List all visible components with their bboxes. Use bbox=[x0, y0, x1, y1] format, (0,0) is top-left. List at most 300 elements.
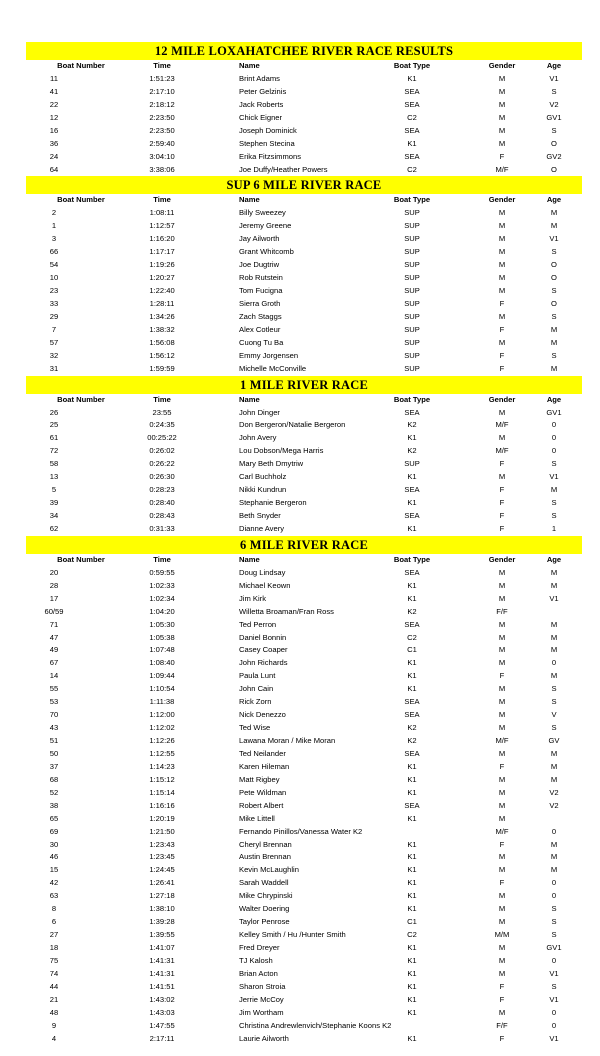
cell-age: 0 bbox=[551, 433, 557, 443]
cell-boat-type: K1 bbox=[407, 891, 417, 901]
cell-time: 1:19:26 bbox=[149, 260, 175, 270]
result-row bbox=[26, 207, 582, 220]
cell-boat-type: SEA bbox=[404, 511, 420, 520]
cell-boat-type: SUP bbox=[404, 247, 420, 257]
column-header-boat-number: Boat Number bbox=[57, 195, 105, 205]
cell-age: GV1 bbox=[546, 112, 562, 122]
column-header-age: Age bbox=[546, 394, 562, 404]
result-row bbox=[26, 298, 582, 311]
result-row bbox=[26, 657, 582, 670]
cell-name: Fernando Pinillos/Vanessa Water K2 bbox=[239, 826, 363, 836]
column-header-row bbox=[26, 60, 582, 73]
cell-name: Matt Rigbey bbox=[239, 774, 280, 784]
cell-boat-type: K1 bbox=[407, 774, 417, 784]
result-row bbox=[26, 580, 582, 593]
cell-boat-type: C2 bbox=[407, 632, 417, 642]
cell-age: S bbox=[551, 697, 557, 707]
cell-time: 1:59:59 bbox=[149, 363, 175, 373]
cell-gender: M bbox=[498, 968, 506, 978]
cell-boat-number: 25 bbox=[49, 420, 59, 430]
cell-name: Willetta Broaman/Fran Ross bbox=[239, 606, 334, 616]
result-row bbox=[26, 497, 582, 510]
cell-age: O bbox=[551, 164, 557, 174]
cell-gender: F bbox=[499, 459, 505, 469]
cell-boat-type: SUP bbox=[404, 286, 420, 295]
cell-time: 3:04:10 bbox=[149, 151, 175, 161]
cell-boat-number: 29 bbox=[49, 311, 59, 321]
result-row bbox=[26, 606, 582, 619]
cell-name: Sarah Waddell bbox=[239, 878, 289, 888]
cell-age: M bbox=[550, 221, 558, 231]
cell-name: Billy Sweezey bbox=[239, 208, 286, 218]
cell-boat-number: 18 bbox=[49, 943, 59, 952]
cell-name: Lawana Moran / Mike Moran bbox=[239, 736, 336, 745]
cell-gender: M bbox=[498, 112, 506, 122]
result-row bbox=[26, 839, 582, 852]
cell-boat-type: SEA bbox=[404, 151, 420, 161]
cell-name: Taylor Penrose bbox=[239, 917, 290, 927]
cell-boat-number: 38 bbox=[49, 800, 59, 810]
cell-age: M bbox=[550, 337, 558, 347]
cell-gender: M/F bbox=[495, 736, 509, 745]
cell-time: 0:26:22 bbox=[149, 459, 175, 469]
cell-boat-type: K1 bbox=[407, 1007, 417, 1017]
cell-boat-number: 61 bbox=[49, 433, 59, 443]
cell-gender: M bbox=[498, 800, 506, 810]
cell-boat-number: 34 bbox=[49, 511, 59, 520]
cell-time: 2:23:50 bbox=[149, 125, 175, 135]
column-header-gender: Gender bbox=[488, 554, 516, 564]
cell-boat-type: K1 bbox=[407, 981, 417, 991]
cell-boat-type: SUP bbox=[404, 324, 420, 334]
cell-age: V1 bbox=[549, 73, 559, 83]
cell-name: John Dinger bbox=[239, 407, 280, 417]
cell-boat-type: SUP bbox=[404, 298, 420, 308]
cell-time: 1:16:16 bbox=[149, 800, 175, 810]
result-row bbox=[26, 774, 582, 787]
cell-boat-number: 32 bbox=[49, 350, 59, 360]
cell-time: 2:18:12 bbox=[149, 99, 175, 109]
cell-age: S bbox=[551, 286, 557, 295]
cell-name: Stephen Stecina bbox=[239, 138, 295, 148]
result-row bbox=[26, 748, 582, 761]
result-row bbox=[26, 233, 582, 246]
race-section bbox=[26, 176, 582, 375]
cell-boat-type: K1 bbox=[407, 684, 417, 694]
cell-age: GV bbox=[548, 736, 560, 745]
cell-time: 0:28:40 bbox=[149, 498, 175, 508]
cell-name: Joe Dugtriw bbox=[239, 260, 280, 270]
cell-gender: M bbox=[498, 433, 506, 443]
cell-time: 1:08:40 bbox=[149, 658, 175, 668]
cell-boat-number: 55 bbox=[49, 684, 59, 694]
cell-gender: M bbox=[498, 891, 506, 901]
column-header-name: Name bbox=[239, 61, 260, 70]
cell-boat-number: 7 bbox=[51, 324, 57, 334]
cell-age: M bbox=[550, 567, 558, 577]
section-title: 6 MILE RIVER RACE bbox=[26, 536, 582, 554]
cell-age: S bbox=[551, 498, 557, 508]
cell-time: 1:39:28 bbox=[149, 917, 175, 927]
cell-age: S bbox=[551, 917, 557, 927]
cell-boat-type: K1 bbox=[407, 138, 417, 148]
cell-time: 1:02:34 bbox=[149, 593, 175, 603]
cell-boat-type: SUP bbox=[404, 337, 420, 347]
cell-time: 1:43:03 bbox=[149, 1007, 175, 1017]
column-header-row bbox=[26, 554, 582, 567]
cell-boat-number: 70 bbox=[49, 710, 59, 720]
cell-time: 0:26:30 bbox=[149, 472, 175, 482]
cell-age: M bbox=[550, 748, 558, 758]
cell-name: Michael Keown bbox=[239, 580, 291, 590]
cell-gender: F bbox=[499, 498, 505, 508]
cell-name: Jerrie McCoy bbox=[239, 994, 284, 1004]
cell-name: John Cain bbox=[239, 684, 274, 694]
cell-gender: F bbox=[499, 981, 505, 991]
cell-boat-type: SEA bbox=[404, 800, 420, 810]
column-header-gender: Gender bbox=[488, 61, 516, 70]
cell-gender: M bbox=[498, 138, 506, 148]
cell-name: Fred Dreyer bbox=[239, 943, 280, 952]
cell-time: 1:41:07 bbox=[149, 943, 175, 952]
cell-boat-type: K1 bbox=[407, 813, 417, 823]
cell-time: 1:05:38 bbox=[149, 632, 175, 642]
cell-boat-type: K2 bbox=[407, 420, 417, 430]
cell-boat-type: K1 bbox=[407, 580, 417, 590]
cell-age: O bbox=[551, 298, 557, 308]
cell-name: TJ Kalosh bbox=[239, 955, 273, 965]
result-row bbox=[26, 259, 582, 272]
column-header-boat-number: Boat Number bbox=[57, 61, 105, 70]
cell-boat-number: 9 bbox=[51, 1020, 57, 1030]
cell-gender: M bbox=[498, 748, 506, 758]
cell-gender: F bbox=[499, 350, 505, 360]
cell-boat-type: SUP bbox=[404, 311, 420, 321]
cell-boat-number: 49 bbox=[49, 645, 59, 655]
cell-age: V1 bbox=[549, 234, 559, 244]
cell-name: Daniel Bonnin bbox=[239, 632, 287, 642]
cell-gender: F/F bbox=[496, 606, 508, 616]
cell-name: Brian Acton bbox=[239, 968, 278, 978]
cell-boat-type: SUP bbox=[404, 221, 420, 231]
cell-boat-number: 53 bbox=[49, 697, 59, 707]
result-row bbox=[26, 800, 582, 813]
result-row bbox=[26, 722, 582, 735]
cell-boat-number: 71 bbox=[49, 619, 59, 629]
cell-boat-number: 14 bbox=[49, 671, 59, 681]
result-row bbox=[26, 696, 582, 709]
cell-name: Jim Wortham bbox=[239, 1007, 284, 1017]
result-row bbox=[26, 151, 582, 164]
cell-name: Rob Rutstein bbox=[239, 273, 283, 283]
cell-time: 1:56:12 bbox=[149, 350, 175, 360]
cell-boat-type: K2 bbox=[407, 606, 417, 616]
cell-time: 1:10:54 bbox=[149, 684, 175, 694]
cell-boat-type: SEA bbox=[404, 99, 420, 109]
cell-time: 1:28:11 bbox=[149, 298, 175, 308]
cell-age: 0 bbox=[551, 658, 557, 668]
cell-age: S bbox=[551, 930, 557, 940]
cell-time: 00:25:22 bbox=[147, 433, 177, 443]
result-row bbox=[26, 99, 582, 112]
cell-boat-type: SEA bbox=[404, 86, 420, 96]
cell-name: Pete Wildman bbox=[239, 787, 287, 797]
cell-age: S bbox=[551, 459, 557, 469]
column-header-boat-number: Boat Number bbox=[57, 394, 105, 404]
cell-time: 1:41:31 bbox=[149, 955, 175, 965]
cell-name: Austin Brennan bbox=[239, 852, 291, 862]
result-row bbox=[26, 311, 582, 324]
cell-age: 0 bbox=[551, 955, 557, 965]
cell-time: 1:22:40 bbox=[149, 286, 175, 295]
cell-age: V bbox=[551, 710, 557, 720]
cell-name: Mike Littell bbox=[239, 813, 275, 823]
result-row bbox=[26, 246, 582, 259]
race-section bbox=[26, 42, 582, 176]
cell-age: M bbox=[550, 208, 558, 218]
cell-time: 1:05:30 bbox=[149, 619, 175, 629]
cell-time: 1:38:32 bbox=[149, 324, 175, 334]
cell-boat-type: SEA bbox=[404, 697, 420, 707]
result-row bbox=[26, 432, 582, 445]
cell-boat-type: SEA bbox=[404, 748, 420, 758]
cell-gender: F bbox=[499, 485, 505, 495]
result-row bbox=[26, 138, 582, 151]
cell-boat-type: K1 bbox=[407, 761, 417, 771]
cell-boat-number: 30 bbox=[49, 839, 59, 849]
cell-gender: F bbox=[499, 363, 505, 373]
cell-boat-type: K1 bbox=[407, 994, 417, 1004]
cell-name: Zach Staggs bbox=[239, 311, 282, 321]
cell-name: Peter Gelzinis bbox=[239, 86, 287, 96]
result-row bbox=[26, 419, 582, 432]
cell-boat-number: 50 bbox=[49, 748, 59, 758]
result-row bbox=[26, 903, 582, 916]
cell-time: 1:20:27 bbox=[149, 273, 175, 283]
column-header-row bbox=[26, 194, 582, 207]
result-row bbox=[26, 968, 582, 981]
cell-name: Emmy Jorgensen bbox=[239, 350, 299, 360]
cell-name: Sharon Stroia bbox=[239, 981, 286, 991]
cell-gender: M bbox=[498, 407, 506, 417]
result-row bbox=[26, 363, 582, 376]
cell-gender: M bbox=[498, 593, 506, 603]
cell-boat-number: 24 bbox=[49, 151, 59, 161]
cell-boat-type: SUP bbox=[404, 234, 420, 244]
cell-gender: M bbox=[498, 904, 506, 914]
cell-boat-type: SUP bbox=[404, 459, 420, 469]
cell-time: 1:38:10 bbox=[149, 904, 175, 914]
cell-boat-number: 12 bbox=[49, 112, 59, 122]
column-header-name: Name bbox=[239, 394, 260, 404]
column-header-age: Age bbox=[546, 61, 562, 70]
cell-age: S bbox=[551, 86, 557, 96]
race-section bbox=[26, 536, 582, 1046]
cell-gender: M bbox=[498, 813, 506, 823]
cell-boat-type: SUP bbox=[404, 350, 420, 360]
result-row bbox=[26, 73, 582, 86]
cell-boat-type: K1 bbox=[407, 839, 417, 849]
column-header-gender: Gender bbox=[488, 195, 516, 205]
cell-age: V1 bbox=[549, 994, 559, 1004]
results-document bbox=[26, 42, 582, 1046]
result-row bbox=[26, 567, 582, 580]
cell-boat-type: SUP bbox=[404, 260, 420, 270]
cell-gender: M bbox=[498, 337, 506, 347]
cell-gender: M bbox=[498, 955, 506, 965]
cell-boat-number: 17 bbox=[49, 593, 59, 603]
result-row bbox=[26, 813, 582, 826]
cell-age: O bbox=[551, 273, 557, 283]
cell-age: 0 bbox=[551, 1020, 557, 1030]
cell-boat-type: K1 bbox=[407, 671, 417, 681]
cell-gender: F bbox=[499, 839, 505, 849]
cell-time: 1:08:11 bbox=[149, 208, 175, 218]
column-header-age: Age bbox=[546, 195, 562, 205]
cell-boat-number: 5 bbox=[51, 485, 57, 495]
cell-time: 1:26:41 bbox=[149, 878, 175, 888]
column-header-time: Time bbox=[153, 195, 171, 205]
cell-gender: F bbox=[499, 298, 505, 308]
cell-gender: M bbox=[498, 774, 506, 784]
cell-name: Stephanie Bergeron bbox=[239, 498, 307, 508]
cell-boat-number: 4 bbox=[51, 1033, 57, 1043]
result-row bbox=[26, 851, 582, 864]
cell-boat-number: 31 bbox=[49, 363, 59, 373]
cell-age: M bbox=[550, 839, 558, 849]
cell-name: John Richards bbox=[239, 658, 288, 668]
cell-boat-number: 46 bbox=[49, 852, 59, 862]
cell-age: S bbox=[551, 904, 557, 914]
cell-boat-number: 42 bbox=[49, 878, 59, 888]
cell-time: 1:21:50 bbox=[149, 826, 175, 836]
cell-boat-number: 68 bbox=[49, 774, 59, 784]
cell-time: 0:24:35 bbox=[149, 420, 175, 430]
cell-name: Laurie Ailworth bbox=[239, 1033, 289, 1043]
cell-boat-number: 62 bbox=[49, 523, 59, 533]
cell-gender: M bbox=[498, 208, 506, 218]
result-row bbox=[26, 916, 582, 929]
cell-boat-type: K1 bbox=[407, 658, 417, 668]
cell-gender: M bbox=[498, 710, 506, 720]
cell-boat-type: K2 bbox=[407, 736, 417, 745]
cell-gender: M bbox=[498, 619, 506, 629]
cell-boat-number: 64 bbox=[49, 164, 59, 174]
cell-age: V1 bbox=[549, 593, 559, 603]
cell-gender: M bbox=[498, 273, 506, 283]
cell-name: Nikki Kundrun bbox=[239, 485, 287, 495]
cell-age: M bbox=[550, 580, 558, 590]
cell-boat-type: SEA bbox=[404, 619, 420, 629]
cell-boat-number: 22 bbox=[49, 99, 59, 109]
cell-boat-number: 60/59 bbox=[44, 606, 64, 616]
column-header-boat-type: Boat Type bbox=[393, 61, 431, 70]
cell-boat-number: 47 bbox=[49, 632, 59, 642]
cell-age: 0 bbox=[551, 446, 557, 456]
cell-gender: M bbox=[498, 286, 506, 295]
cell-time: 0:59:55 bbox=[149, 567, 175, 577]
cell-boat-type: C2 bbox=[407, 164, 417, 174]
cell-boat-number: 26 bbox=[49, 407, 59, 417]
column-header-name: Name bbox=[239, 554, 260, 564]
cell-boat-number: 51 bbox=[49, 736, 59, 745]
result-row bbox=[26, 735, 582, 748]
cell-gender: M bbox=[498, 852, 506, 862]
cell-age: 0 bbox=[551, 891, 557, 901]
cell-gender: M bbox=[498, 632, 506, 642]
cell-name: Jay Ailworth bbox=[239, 234, 280, 244]
result-row bbox=[26, 407, 582, 420]
cell-boat-type: K1 bbox=[407, 787, 417, 797]
cell-name: Mike Chrypinski bbox=[239, 891, 293, 901]
cell-name: Rick Zorn bbox=[239, 697, 272, 707]
result-row bbox=[26, 761, 582, 774]
cell-name: Carl Buchholz bbox=[239, 472, 287, 482]
cell-age: 0 bbox=[551, 826, 557, 836]
cell-gender: F bbox=[499, 761, 505, 771]
cell-age: GV2 bbox=[546, 151, 562, 161]
cell-age: 0 bbox=[551, 1007, 557, 1017]
cell-boat-number: 75 bbox=[49, 955, 59, 965]
cell-boat-number: 39 bbox=[49, 498, 59, 508]
cell-gender: M bbox=[498, 472, 506, 482]
cell-time: 2:17:11 bbox=[149, 1033, 175, 1043]
cell-gender: F bbox=[499, 1033, 505, 1043]
cell-time: 2:23:50 bbox=[149, 112, 175, 122]
result-row bbox=[26, 285, 582, 298]
cell-boat-type: SEA bbox=[404, 567, 420, 577]
cell-age: M bbox=[550, 619, 558, 629]
cell-time: 0:26:02 bbox=[149, 446, 175, 456]
cell-boat-number: 44 bbox=[49, 981, 59, 991]
cell-time: 1:12:26 bbox=[149, 736, 175, 745]
cell-boat-type: K1 bbox=[407, 593, 417, 603]
cell-gender: M bbox=[498, 697, 506, 707]
cell-time: 1:43:02 bbox=[149, 994, 175, 1004]
cell-boat-number: 74 bbox=[49, 968, 59, 978]
cell-time: 1:41:51 bbox=[149, 981, 175, 991]
cell-name: Jim Kirk bbox=[239, 593, 266, 603]
cell-boat-number: 41 bbox=[49, 86, 59, 96]
cell-boat-number: 58 bbox=[49, 459, 59, 469]
result-row bbox=[26, 350, 582, 363]
cell-name: Cuong Tu Ba bbox=[239, 337, 284, 347]
result-row bbox=[26, 929, 582, 942]
cell-boat-type: K1 bbox=[407, 878, 417, 888]
cell-boat-number: 52 bbox=[49, 787, 59, 797]
column-header-time: Time bbox=[153, 61, 171, 70]
result-row bbox=[26, 955, 582, 968]
cell-time: 23:55 bbox=[152, 407, 172, 417]
cell-gender: M bbox=[498, 125, 506, 135]
cell-time: 1:07:48 bbox=[149, 645, 175, 655]
cell-gender: M bbox=[498, 86, 506, 96]
cell-boat-number: 43 bbox=[49, 723, 59, 733]
cell-age: S bbox=[551, 125, 557, 135]
cell-boat-number: 72 bbox=[49, 446, 59, 456]
result-row bbox=[26, 471, 582, 484]
result-row bbox=[26, 709, 582, 722]
section-title: 1 MILE RIVER RACE bbox=[26, 376, 582, 394]
cell-boat-number: 23 bbox=[49, 286, 59, 295]
cell-time: 1:47:55 bbox=[149, 1020, 175, 1030]
cell-boat-type: SEA bbox=[404, 407, 420, 417]
cell-boat-type: K1 bbox=[407, 433, 417, 443]
cell-name: Karen Hileman bbox=[239, 761, 290, 771]
result-row bbox=[26, 593, 582, 606]
cell-time: 1:09:44 bbox=[149, 671, 175, 681]
cell-name: Joseph Dominick bbox=[239, 125, 297, 135]
